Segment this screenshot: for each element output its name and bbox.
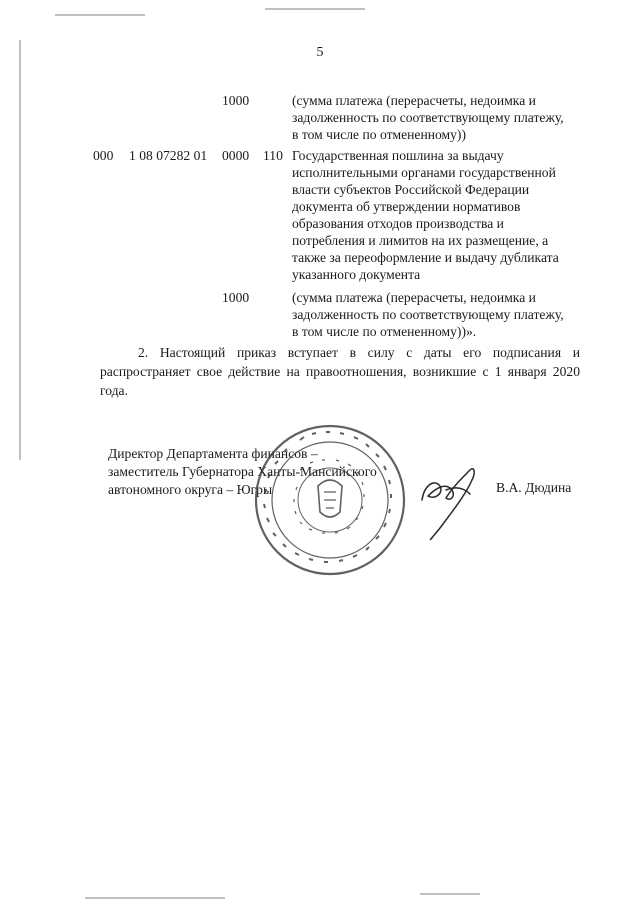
text-line: (сумма платежа (перерасчеты, недоимка и bbox=[292, 290, 536, 305]
text-line: исполнительными органами государственной bbox=[292, 165, 556, 180]
text-line: Государственная пошлина за выдачу bbox=[292, 148, 504, 163]
text-line: потребления и лимитов на их размещение, а bbox=[292, 233, 549, 248]
page-number: 5 bbox=[316, 45, 324, 60]
text-line: заместитель Губернатора Ханты-Мансийского bbox=[108, 464, 377, 479]
text-line: документа об утверждении нормативов bbox=[292, 199, 521, 214]
block2-admin-code: 000 bbox=[93, 148, 114, 163]
text-line: задолженность по соответствующему платежу, bbox=[292, 307, 564, 322]
handwritten-signature bbox=[422, 469, 474, 540]
block2-code-b: 0000 bbox=[222, 148, 250, 163]
official-stamp-seal bbox=[256, 426, 404, 574]
paragraph-effective-date: 2. Настоящий приказ вступает в силу с даты его подписания и распространяет свое действие на правоотношения, возникшие с 1 января 2020 года. bbox=[100, 345, 580, 398]
text-line: задолженность по соответствующему платежу, bbox=[292, 110, 564, 125]
signatory-name: В.А. Дюдина bbox=[496, 480, 572, 495]
text-line: в том числе по отмененному))». bbox=[292, 324, 477, 339]
text-line: также за переоформление и выдачу дубликата bbox=[292, 250, 559, 265]
text-line: указанного документа bbox=[292, 267, 421, 282]
block1-amount: 1000 bbox=[222, 93, 250, 108]
block3-amount: 1000 bbox=[222, 290, 250, 305]
text-line: автономного округа – Югры bbox=[108, 482, 273, 497]
text-line: в том числе по отмененному)) bbox=[292, 127, 466, 142]
block2-code-a: 1 08 07282 01 bbox=[129, 148, 208, 163]
block2-code-c: 110 bbox=[263, 148, 283, 163]
text-line: (сумма платежа (перерасчеты, недоимка и bbox=[292, 93, 536, 108]
text-line: образования отходов производства и bbox=[292, 216, 504, 231]
text-line: власти субъектов Российской Федерации bbox=[292, 182, 530, 197]
text-line: Директор Департамента финансов – bbox=[108, 446, 318, 461]
